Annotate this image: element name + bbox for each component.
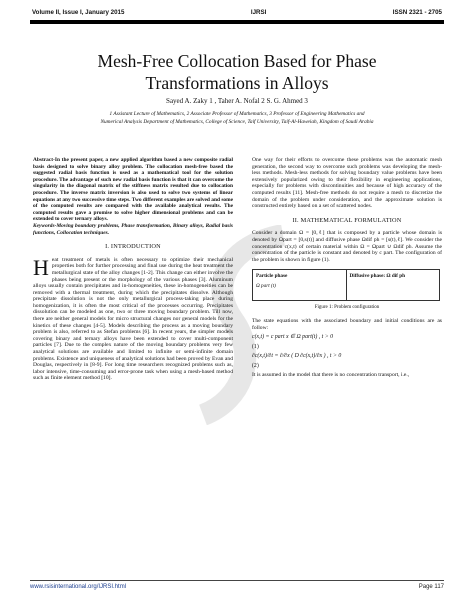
- equation-2: ∂c(x,t)/∂t = ∂/∂x ( D ∂c(x,t)/∂x ) , t > 0: [252, 353, 342, 360]
- figure-particle-cell: [253, 270, 347, 300]
- volume-info: Volume II, Issue I, January 2015: [32, 9, 125, 16]
- left-column: [33, 157, 233, 382]
- figure-particle-label: Particle phase: [256, 273, 288, 280]
- introduction-text: [33, 254, 233, 382]
- section-heading-formulation: II. MATHEMATICAL FORMULATION: [292, 216, 402, 224]
- affiliation-line-1: 1 Assistant Lecture of Mathematics, 2 Associate Professor of Mathematics, 3 Professor of Engineering Mathematics and: [109, 111, 365, 117]
- running-header: [32, 9, 442, 16]
- paper-title: [0, 50, 474, 94]
- right-paragraph-2: Consider a domain Ω = [0,ℓ] that is composed by a particle whose domain is denoted by Ωpart = [0,s(t)] and diffusive phase Ωdif ph = [s(t),ℓ]. We consider the concentration c(x,t) of certain material within Ω = Ωpart ∪ Ωdif ph. Assume the concentration of the particle is constant and denoted by c part. The configuration of the problem is shown in figure (1).: [252, 230, 442, 263]
- journal-name: IJRSI: [250, 9, 267, 16]
- drop-cap: H: [33, 254, 49, 280]
- figure-diffusive-cell: Diffusive phase: Ω dif ph: [349, 273, 405, 280]
- issn: ISSN 2321 - 2705: [392, 9, 442, 16]
- authors: Sayed A. Zaky 1 , Taher A. Nofal 2 S. G. Ahmed 3: [166, 97, 308, 105]
- right-paragraph-4: It is assumed in the model that there is no concentration transport, i.e.,: [252, 372, 410, 379]
- title-line-2: Transformations in Alloys: [145, 73, 329, 93]
- right-paragraph-3: The state equations with the associated boundary and initial conditions are as follow:: [252, 317, 442, 331]
- figure-problem-configuration: [252, 269, 440, 301]
- introduction-body: eat treatment of metals is often necessary to optimize their mechanical properties both for further processing and final use during the heat treatment the metallurgical state of the alloy changes [1-2]. This change can either involve the phases being present or the morphology of the various phases [3]. Aluminum alloys usually contain precipitates and in-homogeneities, these in-homogeneities can be removed with a thermal treatment, during which the precipitates dissolve. Although precipitate dissolution is not the only metallurgical process-taking place during homogenization, it is often the most critical of the processes occurring. Precipitates dissolution can be modeled as one, two or three moving boundary problem. Till now, there are neither general models for micro structural changes nor general models for the kinetics of these changes [4-5]. Models describing the process as a moving boundary problem is also, referred to as Stefan problems [6]. In recent years, the simpler models covering binary and ternary alloys have been extended to cover multi-component particles [7]. Due to the complex nature of the moving boundary problems very few analytical solutions are available and limited to infinite or semi-infinite domain problems. Existence and uniqueness of analytical solutions had been proved by Evan and Douglas, respectively in [8-9]. For long time researchers recognized problems such as, labor intensive, time-consuming and error-prone task when using a mesh-based method such as finite element method [10].: [33, 256, 233, 382]
- page-footer: [30, 584, 444, 590]
- figure-particle-sub: Ω part (t): [256, 282, 276, 289]
- abstract: Abstract-In the present paper, a new applied algorithm based a new composite radial basis designed to solve binary alloy problem. The collocation mesh-free based the suggested radial basis function is used as a mathematical tool for the solution procedure. The advantage of such new radial basis function is that it can overcome the singularity in the diagonal matrix of the stiffness matrix resulted due to collocation procedure. The inverse matrix inversion is also used to solve two systems of linear equations at any two successive time steps. Two different examples are solved and some of the computed results are compared with the available analytical results. The computed results gave a promise to solve higher dimensional problems and can be extended to cover ternary alloys.: [33, 157, 233, 223]
- header-rule: [30, 20, 444, 24]
- footer-rule: [30, 580, 444, 581]
- figure-caption: Figure 1: Problem configuration: [314, 305, 380, 311]
- footer-url-link[interactable]: www.rsisinternational.org/IJRSI.html: [30, 584, 127, 590]
- equation-1-number: (1): [252, 343, 259, 350]
- right-paragraph-1: One way for their efforts to overcome these problems was the automatic mesh generation, the second way to overcome such problems was developing the mesh-less methods. Mesh-less methods for solving boundary value problems have been extensively popularized owing to their flexibility in engineering applications, especially for problems with discontinuities and because of high accuracy of the computed results [11]. Mesh-free methods do not require a mesh to discretize the domain of the problem under consideration, and the approximate solution is constructed entirely based on a set of scattered nodes.: [252, 157, 442, 210]
- right-column: [252, 157, 442, 379]
- affiliation: [20, 110, 454, 127]
- keywords: Keywords-Moving boundary problems, Phase transformation, Binary alloys, Radial basis functions, Collocation techniques.: [33, 222, 233, 236]
- equation-1: c(x,t) = c part x ∈ Ω part(t) , t > 0: [252, 334, 333, 341]
- equation-2-number: (2): [252, 362, 259, 369]
- affiliation-line-2: Numerical Analysis Department of Mathematics, College of Science, Taif University, Taif-Al-Haweiah, Kingdom of Saudi Arabia: [100, 119, 374, 126]
- page-number: Page 117: [418, 584, 444, 590]
- title-line-1: Mesh-Free Collocation Based for Phase: [97, 51, 377, 71]
- section-heading-introduction: I. INTRODUCTION: [105, 243, 161, 251]
